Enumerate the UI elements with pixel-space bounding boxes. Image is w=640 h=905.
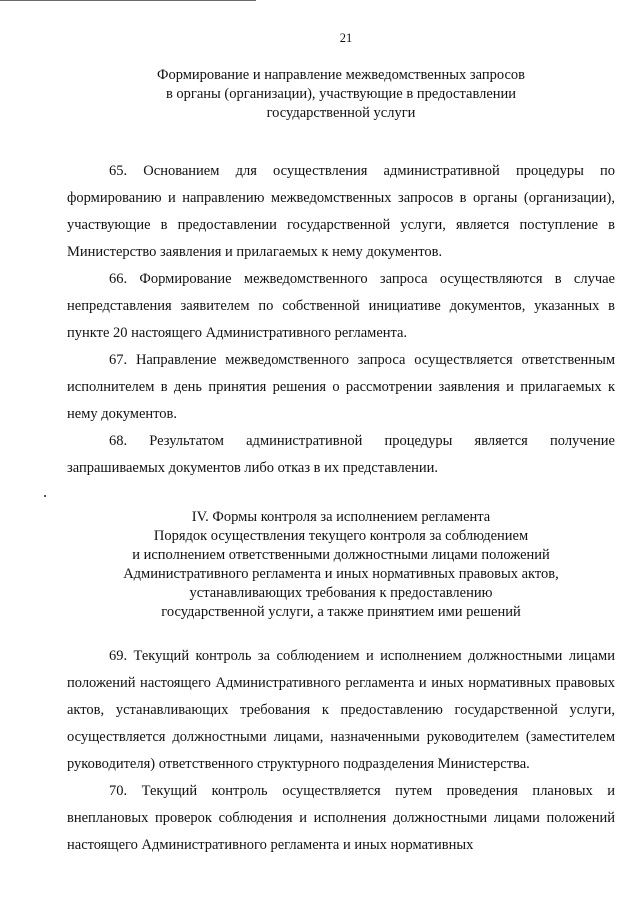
paragraph-66: 66. Формирование межведомственного запроса осуществляются в случае непредставления заявителем по собственной инициативе документов, указанных в пункте 20 настоящего Административного регламента.	[67, 271, 615, 341]
heading-line: устанавливающих требования к предоставлению	[189, 585, 493, 601]
page-content	[67, 30, 615, 859]
paragraph-69: 69. Текущий контроль за соблюдением и исполнением должностными лицами положений настоящего Административного регламента и иных нормативных правовых актов, устанавливающих требования к предоставлению государственной услуги, осуществляется должностными лицами, назначенными руководителем (заместителем руководителя) ответственного структурного подразделения Министерства.	[67, 648, 615, 772]
heading-line: государственной услуги	[266, 105, 416, 121]
scan-speck	[44, 495, 46, 497]
heading-line: Порядок осуществления текущего контроля за соблюдением	[153, 528, 529, 544]
heading-line: и исполнением ответственными должностными лицами положений	[132, 547, 550, 563]
heading-line: в органы (организации), участвующие в предоставлении	[165, 86, 517, 102]
heading-line: Формирование и направление межведомственных запросов	[157, 67, 525, 83]
section-heading-control-forms	[67, 508, 615, 622]
heading-line: IV. Формы контроля за исполнением регламента	[191, 509, 491, 525]
paragraph-67: 67. Направление межведомственного запроса осуществляется ответственным исполнителем в день принятия решения о рассмотрении заявления и прилагаемых к нему документов.	[67, 352, 615, 422]
top-border-line	[0, 0, 256, 1]
section-heading-interagency-requests	[67, 66, 615, 123]
paragraph-70: 70. Текущий контроль осуществляется путем проведения плановых и внеплановых проверок соблюдения и исполнения должностными лицами положений настоящего Административного регламента и иных нормативных	[67, 783, 615, 853]
paragraph-65: 65. Основанием для осуществления административной процедуры по формированию и направлению межведомственных запросов в органы (организации), участвующие в предоставлении государственной услуги, является поступление в Министерство заявления и прилагаемых к нему документов.	[67, 163, 615, 260]
paragraph-68: 68. Результатом административной процедуры является получение запрашиваемых документов либо отказ в их представлении.	[67, 433, 615, 476]
heading-line: государственной услуги, а также принятием ими решений	[161, 604, 521, 620]
page-number: 21	[339, 31, 353, 45]
heading-line: Административного регламента и иных нормативных правовых актов,	[123, 566, 559, 582]
